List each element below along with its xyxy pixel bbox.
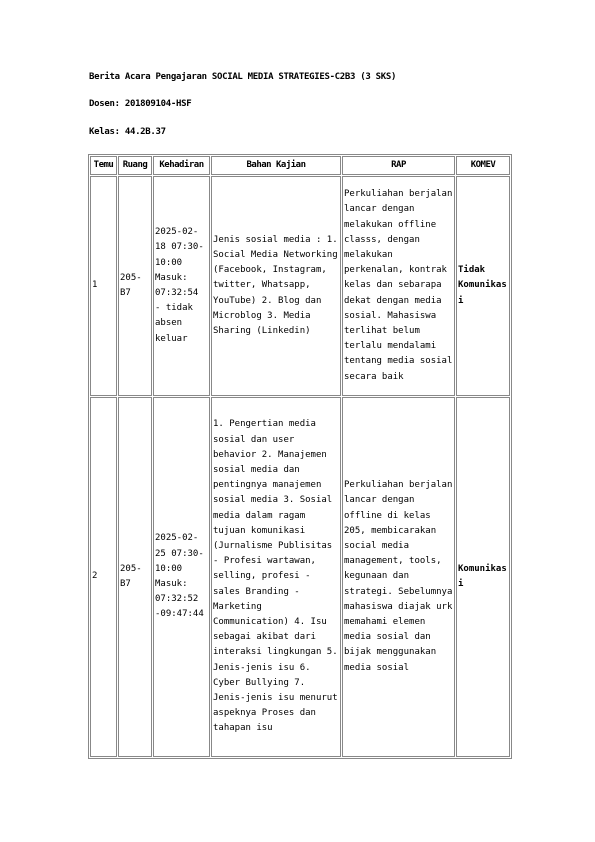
cell-komev: Komunikasi <box>456 397 510 757</box>
cell-ruang: 205-B7 <box>118 397 152 757</box>
lecturer-label: Dosen: 201809104-HSF <box>89 99 192 109</box>
cell-rap: Perkuliahan berjalan lancar dengan melakukan offline classs, dengan melakukan perkenalan, kontrak kelas dan sebarapa dekat dengan media sosial. Mahasiswa terlihat belum terlalu mendalami tentang media sosial secara baik <box>342 176 455 396</box>
column-header-rap: RAP <box>342 156 455 175</box>
table-row <box>90 397 510 757</box>
column-header-kehadiran: Kehadiran <box>153 156 210 175</box>
cell-temu: 2 <box>90 397 117 757</box>
cell-temu: 1 <box>90 176 117 396</box>
cell-ruang: 205-B7 <box>118 176 152 396</box>
page-title: Berita Acara Pengajaran SOCIAL MEDIA STRATEGIES-C2B3 (3 SKS) <box>89 72 397 82</box>
cell-kehadiran: 2025-02-18 07:30-10:00 Masuk: 07:32:54 - tidak absen keluar <box>153 176 210 396</box>
table-header-row <box>90 156 510 175</box>
column-header-ruang: Ruang <box>118 156 152 175</box>
table-row <box>90 176 510 396</box>
cell-bahan-kajian: 1. Pengertian media sosial dan user behavior 2. Manajemen sosial media dan pentingnya manajemen sosial media 3. Sosial media dalam ragam tujuan komunikasi (Jurnalisme Publisitas - Profesi wartawan, selling, profesi - sales Branding - Marketing Communication) 4. Isu sebagai akibat dari interaksi lingkungan 5. Jenis-jenis isu 6. Cyber Bullying 7. Jenis-jenis isu menurut aspeknya Proses dan tahapan isu <box>211 397 341 757</box>
column-header-bahan-kajian: Bahan Kajian <box>211 156 341 175</box>
cell-rap: Perkuliahan berjalan lancar dengan offline di kelas 205, membicarakan social media management, tools, kegunaan dan strategi. Sebelumnya mahasiswa diajak urk memahami elemen media sosial dan bijak menggunakan media sosial <box>342 397 455 757</box>
column-header-temu: Temu <box>90 156 117 175</box>
cell-komev: Tidak Komunikasi <box>456 176 510 396</box>
column-header-komev: KOMEV <box>456 156 510 175</box>
attendance-table <box>88 154 512 759</box>
cell-kehadiran: 2025-02-25 07:30-10:00 Masuk: 07:32:52 -09:47:44 <box>153 397 210 757</box>
cell-bahan-kajian: Jenis sosial media : 1. Social Media Networking (Facebook, Instagram, twitter, Whatsapp, YouTube) 2. Blog dan Microblog 3. Media Sharing (Linkedin) <box>211 176 341 396</box>
class-label: Kelas: 44.2B.37 <box>89 127 166 137</box>
